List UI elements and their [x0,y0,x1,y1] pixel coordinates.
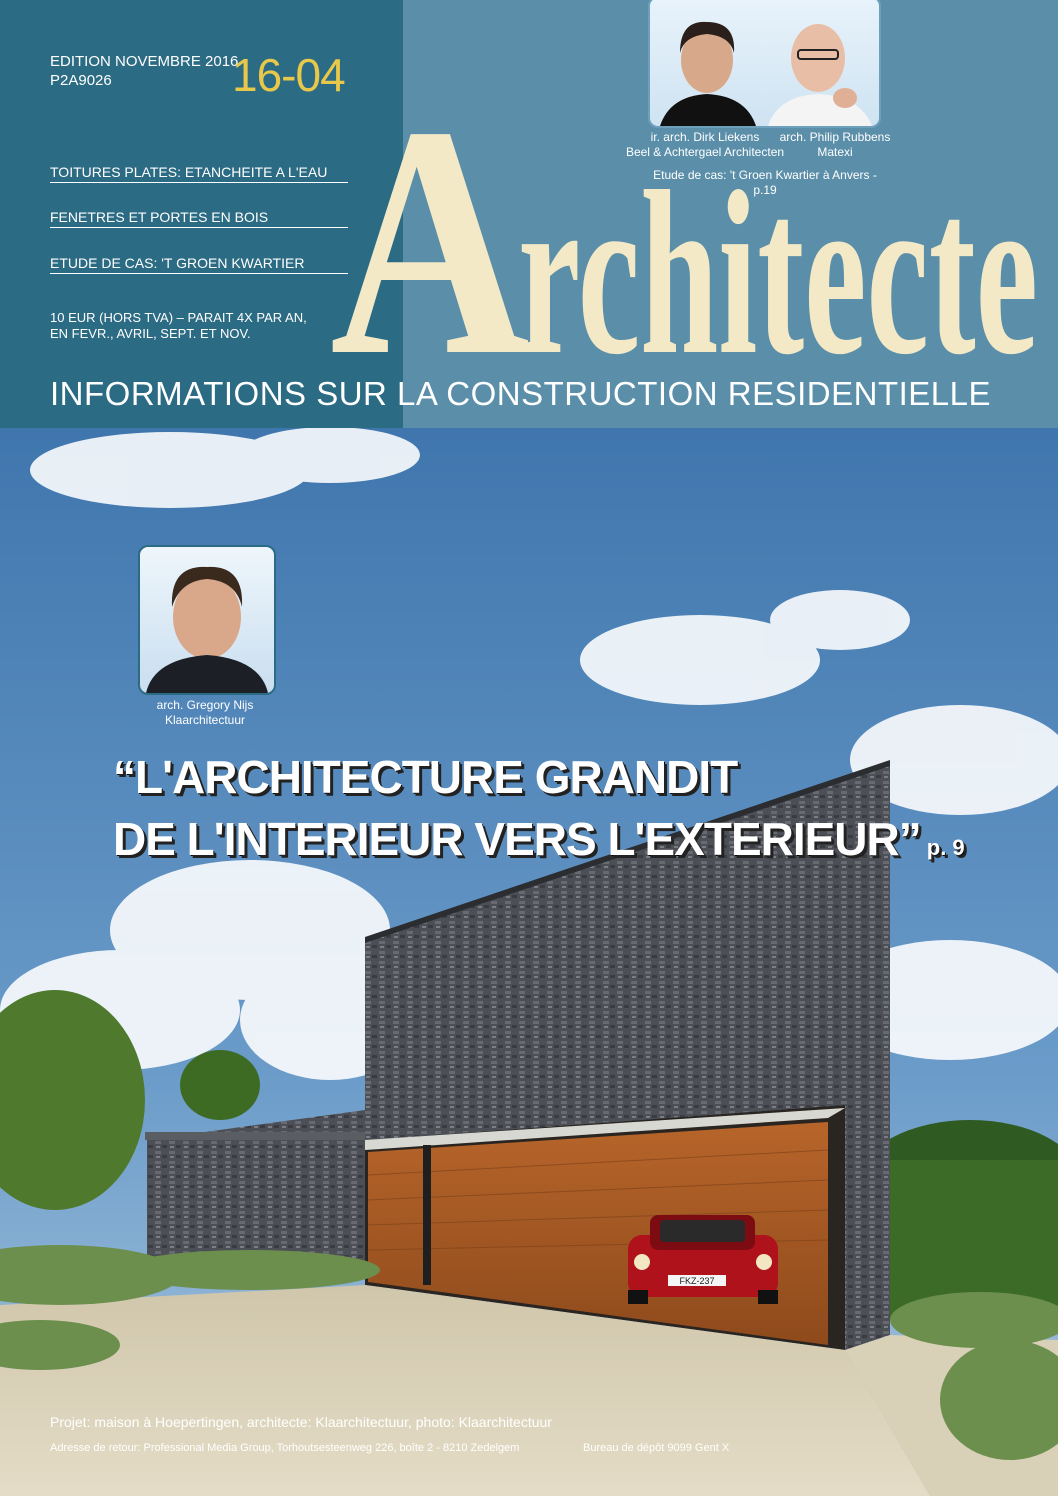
headline-line-2 [113,812,965,866]
price-info [50,310,310,342]
nijs-firm: Klaarchitectuur [164,713,246,727]
caption-liekens [620,130,790,160]
edition-line: EDITION NOVEMBRE 2016 [50,53,239,70]
portrait-liekens [660,22,756,126]
price-line-2: EN FEVR., AVRIL, SEPT. ET NOV. [50,326,251,341]
toc-item-1[interactable]: TOITURES PLATES: ETANCHEITE A L'EAU [50,164,348,183]
liekens-firm: Beel & Achtergael Architecten [625,145,785,159]
top-portraits-photo [648,0,881,128]
toc-item-2[interactable]: FENETRES ET PORTES EN BOIS [50,209,348,228]
return-address: Adresse de retour: Professional Media Group, Torhoutsesteenweg 226, boîte 2 - 8210 Zedelgem [50,1442,520,1454]
edition-code: P2A9026 [50,72,112,89]
license-plate: FKZ-237 [679,1276,715,1286]
nijs-name: arch. Gregory Nijs [156,698,254,712]
caption-nijs [120,698,290,728]
rubbens-name: arch. Philip Rubbens [779,130,891,144]
toc-item-3[interactable]: ETUDE DE CAS: 'T GROEN KWARTIER [50,255,348,274]
tagline: INFORMATIONS SUR LA CONSTRUCTION RESIDENTIELLE [50,375,992,412]
photo-credit: Projet: maison à Hoepertingen, architecte: Klaarchitectuur, photo: Klaarchitectuur [50,1414,552,1430]
headline-page-ref[interactable]: p. 9 [926,835,965,860]
case-study-reference[interactable]: Etude de cas: 't Groen Kwartier à Anvers - p.19 [653,168,877,197]
liekens-name: ir. arch. Dirk Liekens [650,130,760,144]
portrait-rubbens [768,24,872,126]
headline-line-1: “L'ARCHITECTURE GRANDIT [113,751,738,803]
edition-info [50,52,238,90]
headline-text-2: DE L'INTERIEUR VERS L'EXTERIEUR” [113,813,921,865]
issue-number: 16-04 [232,49,345,101]
rubbens-firm: Matexi [817,145,853,159]
post-depot: Bureau de dépôt 9099 Gent X [583,1442,730,1454]
portrait-nijs [138,545,276,695]
svg-text:A: A [330,59,530,370]
price-line-1: 10 EUR (HORS TVA) – PARAIT 4X PAR AN, [50,310,307,325]
caption-rubbens [775,130,895,160]
masthead-title: rchitecte [518,143,1038,370]
